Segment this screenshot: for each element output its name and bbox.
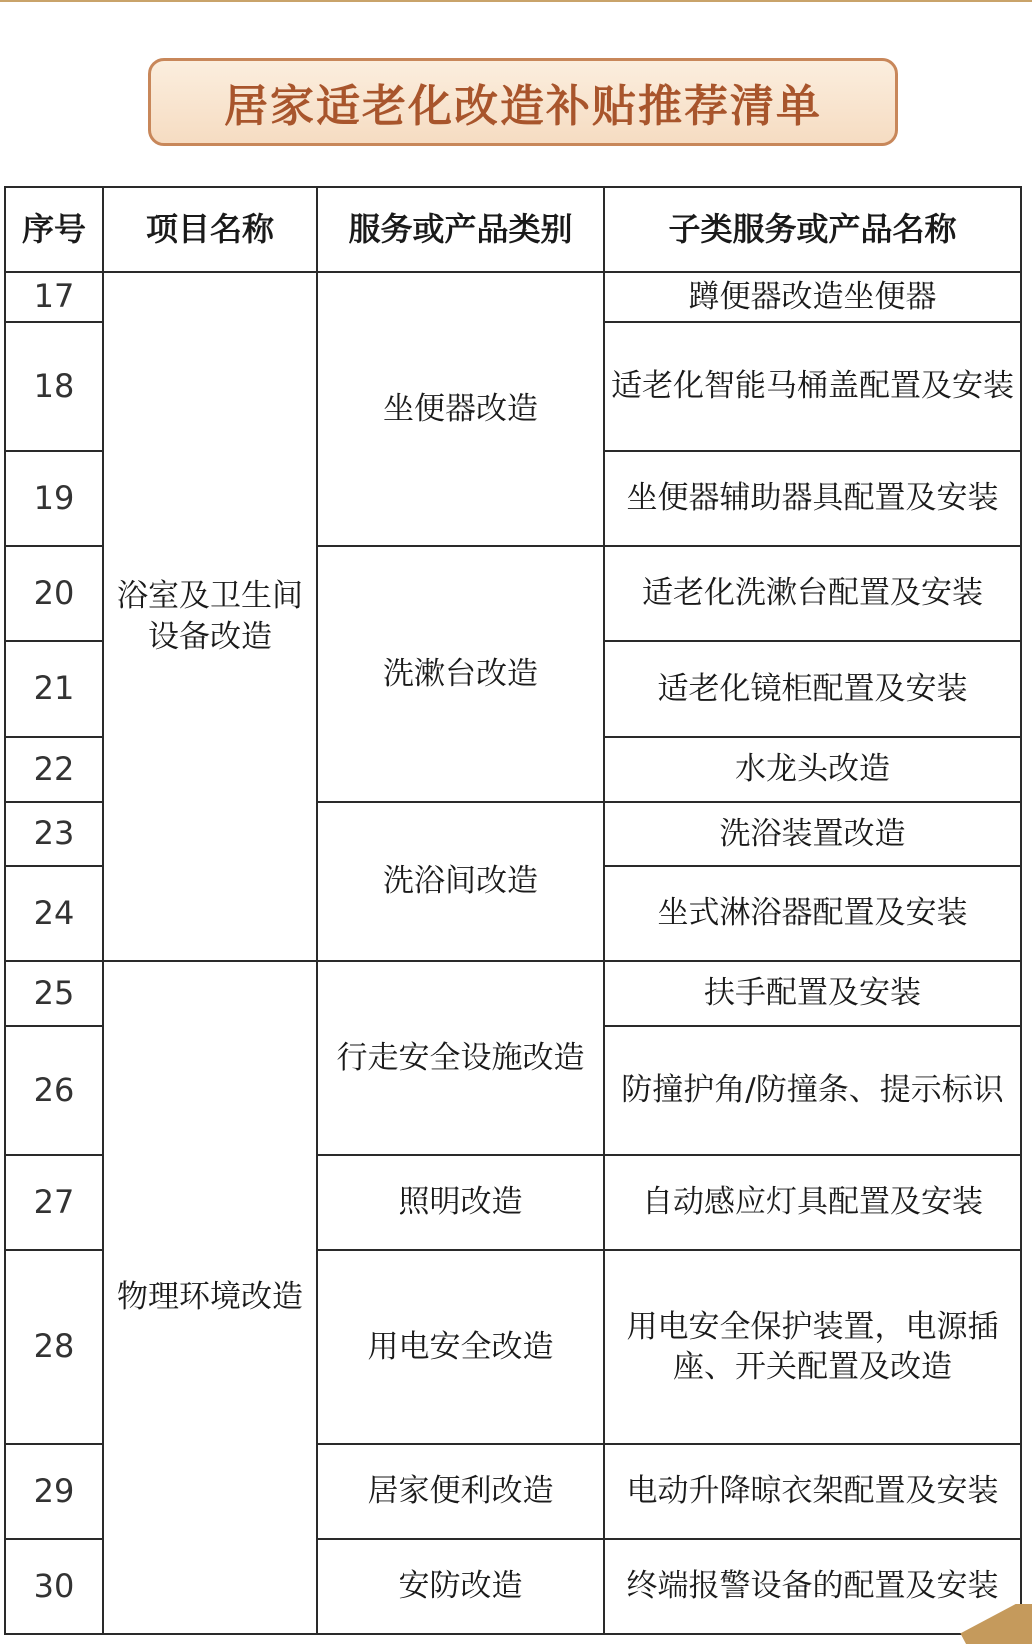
subitem-name: 防撞护角/防撞条、提示标识 xyxy=(604,1026,1021,1155)
title-banner xyxy=(148,58,898,146)
header-project: 项目名称 xyxy=(103,187,317,272)
row-number: 29 xyxy=(5,1444,103,1539)
row-number: 28 xyxy=(5,1250,103,1444)
category-name: 居家便利改造 xyxy=(317,1444,604,1539)
subitem-name: 适老化镜柜配置及安装 xyxy=(604,641,1021,737)
subitem-name: 适老化智能马桶盖配置及安装 xyxy=(604,322,1021,451)
subitem-name: 电动升降晾衣架配置及安装 xyxy=(604,1444,1021,1539)
row-number: 24 xyxy=(5,866,103,961)
row-number: 27 xyxy=(5,1155,103,1250)
table-row xyxy=(5,961,1021,1026)
header-category: 服务或产品类别 xyxy=(317,187,604,272)
subitem-name: 适老化洗漱台配置及安装 xyxy=(604,546,1021,641)
row-number: 23 xyxy=(5,802,103,866)
corner-ribbon xyxy=(952,1604,1032,1644)
row-number: 30 xyxy=(5,1539,103,1634)
subitem-name: 洗浴装置改造 xyxy=(604,802,1021,866)
subitem-name: 蹲便器改造坐便器 xyxy=(604,272,1021,322)
subitem-name: 水龙头改造 xyxy=(604,737,1021,802)
row-number: 21 xyxy=(5,641,103,737)
top-divider xyxy=(0,0,1032,2)
row-number: 17 xyxy=(5,272,103,322)
subitem-name: 扶手配置及安装 xyxy=(604,961,1021,1026)
subsidy-table xyxy=(4,186,1022,1635)
category-name: 洗浴间改造 xyxy=(317,802,604,961)
header-index: 序号 xyxy=(5,187,103,272)
row-number: 26 xyxy=(5,1026,103,1155)
category-name: 用电安全改造 xyxy=(317,1250,604,1444)
category-name: 照明改造 xyxy=(317,1155,604,1250)
header-subitem: 子类服务或产品名称 xyxy=(604,187,1021,272)
row-number: 22 xyxy=(5,737,103,802)
page-title: 居家适老化改造补贴推荐清单 xyxy=(224,81,822,132)
category-name: 洗漱台改造 xyxy=(317,546,604,802)
row-number: 20 xyxy=(5,546,103,641)
subitem-name: 用电安全保护装置，电源插座、开关配置及改造 xyxy=(604,1250,1021,1444)
subitem-name: 坐式淋浴器配置及安装 xyxy=(604,866,1021,961)
subitem-name: 自动感应灯具配置及安装 xyxy=(604,1155,1021,1250)
category-name: 坐便器改造 xyxy=(317,272,604,546)
project-name: 浴室及卫生间设备改造 xyxy=(103,272,317,961)
table-row xyxy=(5,272,1021,322)
row-number: 18 xyxy=(5,322,103,451)
category-name: 行走安全设施改造 xyxy=(317,961,604,1155)
subitem-name: 终端报警设备的配置及安装 xyxy=(604,1539,1021,1634)
corner-ribbon-bar xyxy=(960,1604,1032,1644)
row-number: 19 xyxy=(5,451,103,546)
table-header-row xyxy=(5,187,1021,272)
category-name: 安防改造 xyxy=(317,1539,604,1634)
subitem-name: 坐便器辅助器具配置及安装 xyxy=(604,451,1021,546)
row-number: 25 xyxy=(5,961,103,1026)
project-name: 物理环境改造 xyxy=(103,961,317,1634)
